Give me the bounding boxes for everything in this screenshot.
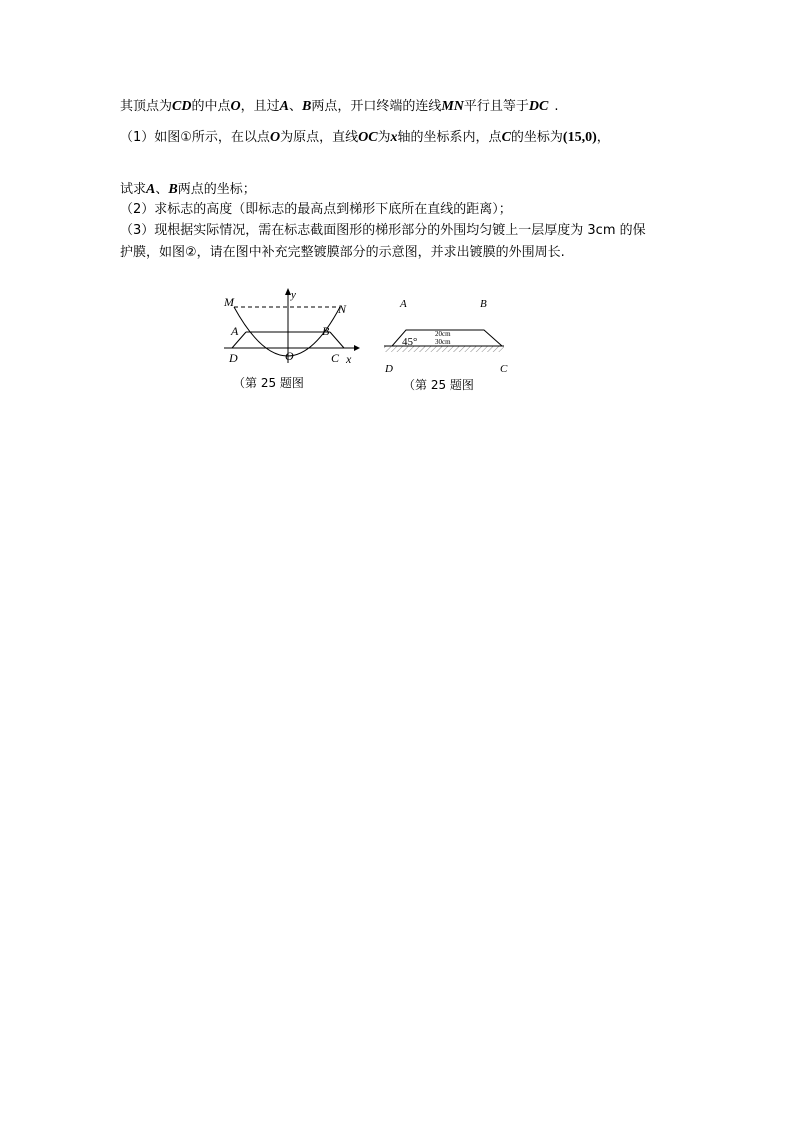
text: 为 (377, 130, 391, 145)
math-o: O (230, 99, 241, 114)
figure-2-caption: （第 25 题图 (403, 378, 474, 392)
math-cd: CD (172, 99, 192, 114)
text: ， (596, 130, 610, 145)
label-x: x (346, 352, 352, 366)
text-line-4: （2）求标志的高度（即标志的最高点到梯形下底所在直线的距离）； (120, 202, 512, 217)
text: 平行且等于 (463, 99, 529, 114)
text: 轴的坐标系内，点 (397, 130, 502, 145)
figure-1-parabola (218, 285, 368, 370)
text-line-1 (120, 98, 559, 116)
label-c: C (500, 363, 508, 375)
math-a: A (146, 182, 156, 197)
bc-side (330, 332, 344, 348)
text: ，且过 (240, 99, 280, 114)
label-o: O (285, 349, 294, 363)
figure-1-caption: （第 25 题图 (233, 376, 304, 390)
text: （1）如图①所示，在以点 (120, 130, 270, 145)
math-c: C (501, 130, 511, 145)
text: 的坐标为 (510, 130, 563, 145)
label-b: B (480, 298, 487, 310)
label-y: y (291, 289, 296, 301)
math-b: B (168, 182, 178, 197)
label-m: M (224, 295, 234, 309)
math-a: A (279, 99, 289, 114)
text-line-2 (120, 129, 610, 147)
angle-label: 45° (402, 336, 418, 348)
text: 为原点，直线 (280, 130, 359, 145)
text-line-6: 护膜，如图②，请在图中补充完整镀膜部分的示意图，并求出镀膜的外围周长. (120, 245, 565, 260)
text: 两点的坐标； (177, 182, 256, 197)
bottom-length-label: 30cm (435, 338, 451, 346)
math-o: O (269, 130, 281, 145)
text: 其顶点为 (120, 99, 173, 114)
math-coord: (15,0) (562, 130, 597, 145)
x-axis-arrow (354, 345, 360, 351)
text: 的中点 (191, 99, 231, 114)
label-c: C (331, 351, 340, 365)
text: 、 (288, 99, 302, 114)
label-b: B (322, 324, 330, 338)
label-a: A (400, 298, 407, 310)
label-d: D (385, 363, 393, 375)
figure-2-trapezoid (380, 295, 510, 380)
text: 、 (155, 182, 169, 197)
math-oc: OC (358, 130, 378, 145)
text-line-5: （3）现根据实际情况，需在标志截面图形的梯形部分的外围均匀镀上一层厚度为 3cm 的保 (120, 223, 646, 238)
top-length-label: 20cm (435, 330, 451, 338)
label-n: N (338, 302, 347, 316)
math-x: x (390, 130, 398, 145)
text: . (554, 99, 559, 114)
math-b: B (301, 99, 312, 114)
label-d: D (229, 351, 238, 365)
text: 试求 (120, 182, 147, 197)
math-dc: DC (528, 99, 549, 114)
text: 两点，开口终端的连线 (311, 99, 442, 114)
text-line-3 (120, 181, 256, 199)
label-a: A (231, 324, 239, 338)
math-mn: MN (441, 99, 464, 114)
